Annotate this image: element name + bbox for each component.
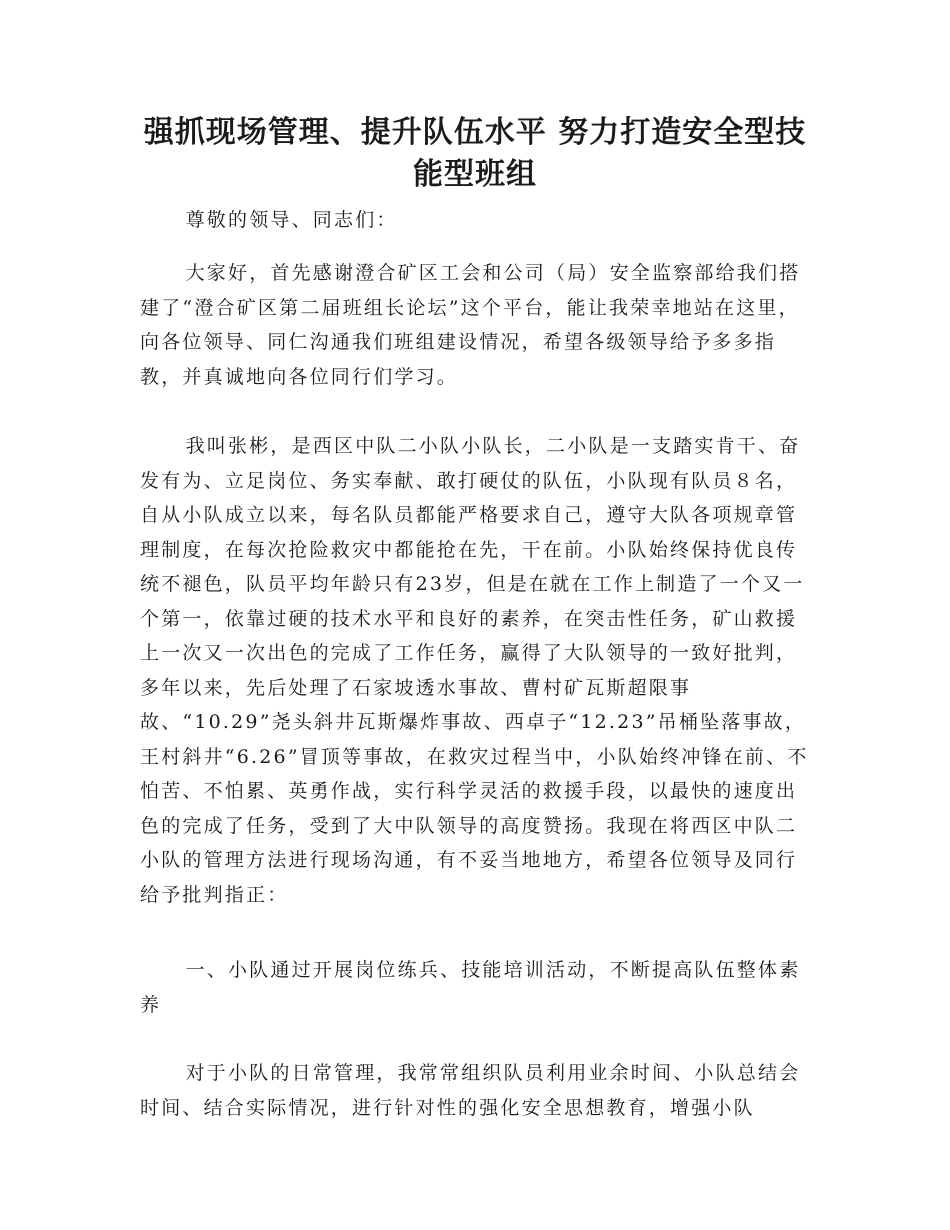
document-title [130,112,820,196]
title-line-2: 能型班组 [413,157,537,192]
salutation-text: 尊敬的领导、同志们： [185,209,398,231]
paragraph-text: 我叫张彬，是西区中队二小队小队长，二小队是一支踏实肯干、奋发有为、立足岗位、务实奉献、敢打硬仗的队伍，小队现有队员８名，自从小队成立以来，每名队员都能严格要求自己，遵守大队各项规章管理制度，在每次抢险救灾中都能抢在先，干在前。小队始终保持优良传统不褪色，队员平均年龄只有23岁，但是在就在工作上制造了一个又一个第一，依靠过硬的技术水平和良好的素养，在突击性任务，矿山救援上一次又一次出色的完成了工作任务，赢得了大队领导的一致好批判，多年以来，先后处理了石家坡透水事故、曹村矿瓦斯超限事故、“10.29”尧头斜井瓦斯爆炸事故、西卓子“12.23”吊桶坠落事故，王村斜井“6.26”冒顶等事故，在救灾过程当中，小队始终冲锋在前、不怕苦、不怕累、英勇作战，实行科学灵活的救援手段，以最快的速度出色的完成了任务，受到了大中队领导的高度赞扬。我现在将西区中队二小队的管理方法进行现场沟通，有不妥当地地方，希望各位领导及同行给予批判指正： [140,435,809,906]
paragraph-text: 对于小队的日常管理，我常常组织队员利用业余时间、小队总结会时间、结合实际情况，进行针对性的强化安全思想教育，增强小队 [140,1062,801,1119]
paragraph-text: 大家好，首先感谢澄合矿区工会和公司（局）安全监察部给我们搭建了“澄合矿区第二届班组长论坛”这个平台，能让我荣幸地站在这里，向各位领导、同仁沟通我们班组建设情况，希望各级领导给予多多指教，并真诚地向各位同行们学习。 [140,262,801,388]
paragraph-2 [140,429,810,912]
title-line-1: 强抓现场管理、提升队伍水平 努力打造安全型技 [143,115,807,150]
salutation [140,203,810,238]
section-heading-text: 一、小队通过开展岗位练兵、技能培训活动，不断提高队伍整体素养 [140,959,801,1016]
paragraph-1 [140,256,810,394]
section-heading-1 [140,953,810,1022]
paragraph-3 [140,1056,810,1125]
